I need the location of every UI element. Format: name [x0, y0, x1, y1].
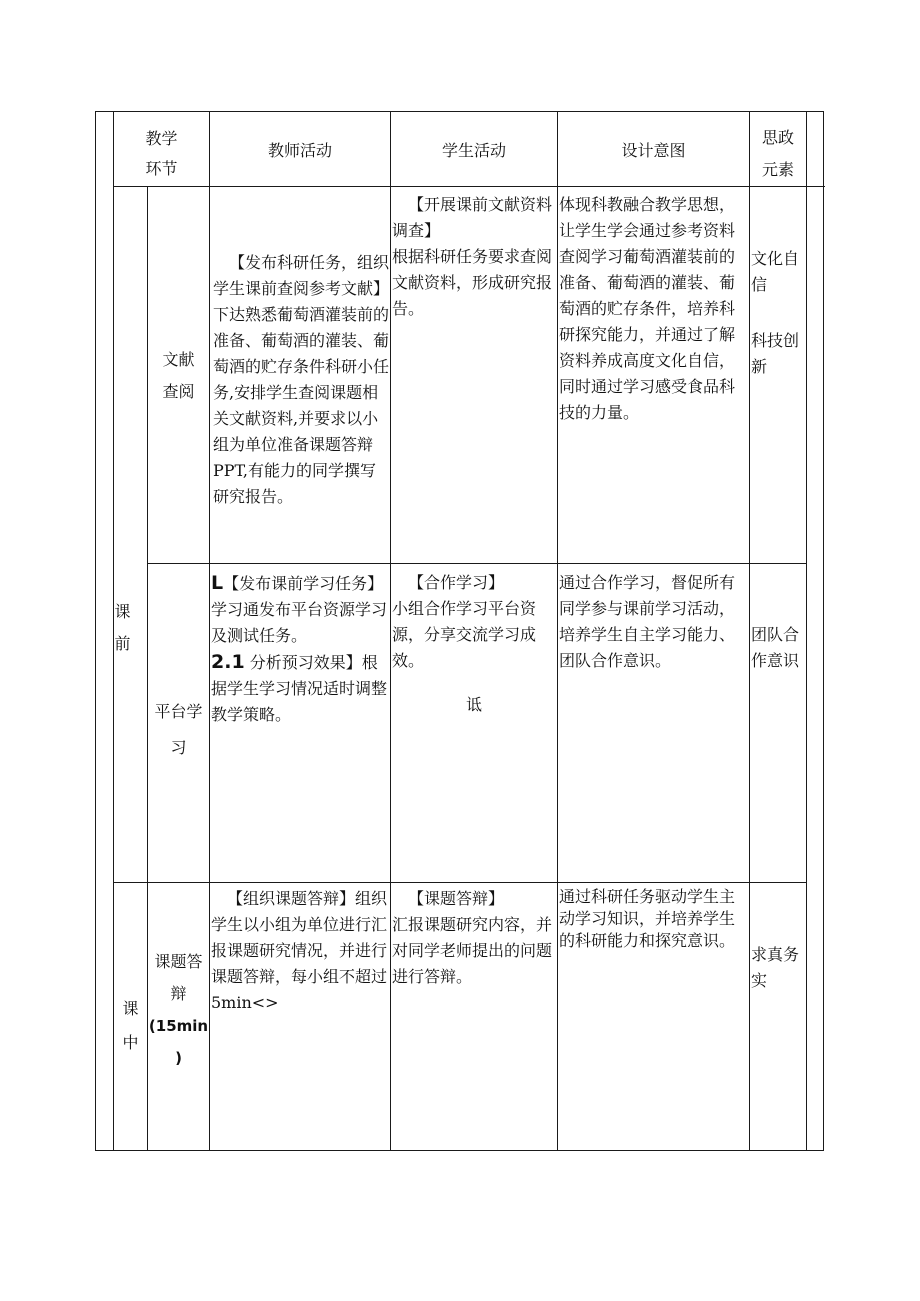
student-defense-body: 汇报课题研究内容，并对同学老师提出的问题进行答辩。: [392, 915, 553, 986]
row-literature-teacher: [211, 250, 389, 510]
stage-pre-line1: 课: [114, 602, 131, 621]
row-platform-ideology: 团队合作意识: [751, 625, 800, 670]
link-defense-time2: ): [175, 1049, 182, 1067]
header-teacher: 教师活动: [267, 141, 332, 160]
row-platform-teacher: [211, 570, 389, 728]
header-ideology: [750, 122, 806, 186]
teacher-task-title: 【发布科研任务，组织学生课前查阅参考文献】: [213, 253, 390, 298]
student-survey-title: 【开展课前文献资料调查】: [392, 195, 553, 240]
row-literature-link: [148, 344, 209, 408]
grid-line: [95, 111, 824, 112]
row-defense-ideology: 求真务实: [751, 945, 800, 990]
link-platform-line1: 平台学: [154, 702, 203, 721]
link-literature-line2: 查阅: [162, 382, 195, 401]
row-literature-ideology: [751, 246, 807, 380]
platform-task-2: [211, 649, 389, 728]
header-student: 学生活动: [441, 141, 506, 160]
grid-line: [147, 563, 807, 564]
grid-line: [113, 882, 807, 883]
grid-line: [557, 111, 558, 1151]
row-platform-design: 通过合作学习，督促所有同学参与课前学习活动，培养学生自主学习能力、团队合作意识。: [559, 573, 736, 670]
platform-task-1-text: 【发布课前学习任务】学习通发布平台资源学习及测试任务。: [211, 574, 388, 645]
grid-line: [390, 111, 391, 1151]
header-section: [114, 124, 209, 184]
grid-line: [95, 111, 96, 1151]
student-survey-body: 根据科研任务要求查阅文献资料，形成研究报告。: [392, 247, 553, 318]
row-literature-design: 体现科教融合教学思想，让学生学会通过参考资料查阅学习葡萄酒灌装前的准备、葡萄酒的灌装、葡萄酒的贮存条件，培养科研探究能力，并通过了解资料养成高度文化自信，同时通过学习感受食品科技的力量。: [559, 195, 736, 422]
stage-mid: [114, 992, 147, 1060]
platform-task-2-text: 分析预习效果】根据学生学习情况适时调整教学策略。: [211, 653, 388, 724]
list-marker: 2.1: [211, 651, 245, 673]
stage-mid-line2: 中: [122, 1033, 139, 1052]
link-platform-line2: 习: [170, 738, 187, 757]
row-platform-student: [392, 570, 556, 718]
grid-line: [749, 111, 750, 1151]
link-defense-line1: 课题答: [154, 952, 203, 971]
header-design: 设计意图: [621, 141, 686, 160]
header-section-line1: 教学: [145, 129, 178, 148]
row-defense-design: 通过科研任务驱动学生主动学习知识，并培养学生的科研能力和探究意识。: [559, 887, 736, 950]
grid-line: [113, 186, 825, 187]
header-section-line2: 环节: [145, 159, 178, 178]
grid-line: [823, 111, 824, 1151]
ideology-tech: 科技创新: [751, 331, 800, 376]
student-defense-title: 【课题答辩】: [408, 889, 505, 908]
student-coop-body: 小组合作学习平台资源，分享交流学习成效。: [392, 599, 537, 670]
stage-mid-line1: 课: [122, 999, 139, 1018]
student-coop-extra: 诋: [465, 695, 482, 714]
stage-pre-line2: 前: [114, 634, 131, 653]
stage-pre: [114, 596, 131, 660]
header-ideology-line2: 元素: [761, 160, 794, 179]
list-marker: L: [211, 572, 224, 594]
link-defense-line2: 辩: [170, 984, 187, 1003]
row-defense-link: [148, 946, 209, 1074]
ideology-culture: 文化自信: [751, 249, 800, 294]
header-ideology-line1: 思政: [761, 128, 794, 147]
platform-task-1: [211, 570, 389, 649]
teacher-task-body: 下达熟悉葡萄酒灌装前的准备、葡萄酒的灌装、葡萄酒的贮存条件科研小任务,安排学生查阅课题相关文献资料,并要求以小组为单位准备课题答辩PPT,有能力的同学撰写研究报告。: [213, 305, 390, 506]
row-defense-student: [392, 886, 556, 990]
link-defense-time1: (15min: [148, 1017, 209, 1035]
row-defense-teacher: 【组织课题答辩】组织学生以小组为单位进行汇报课题研究情况，并进行课题答辩，每小组不超过 5min<>: [211, 889, 388, 1012]
link-literature-line1: 文献: [162, 350, 195, 369]
grid-line: [95, 1150, 824, 1151]
row-platform-link: [148, 694, 209, 766]
student-coop-title: 【合作学习】: [408, 573, 505, 592]
row-literature-student: [392, 192, 556, 322]
grid-line: [209, 111, 210, 1151]
